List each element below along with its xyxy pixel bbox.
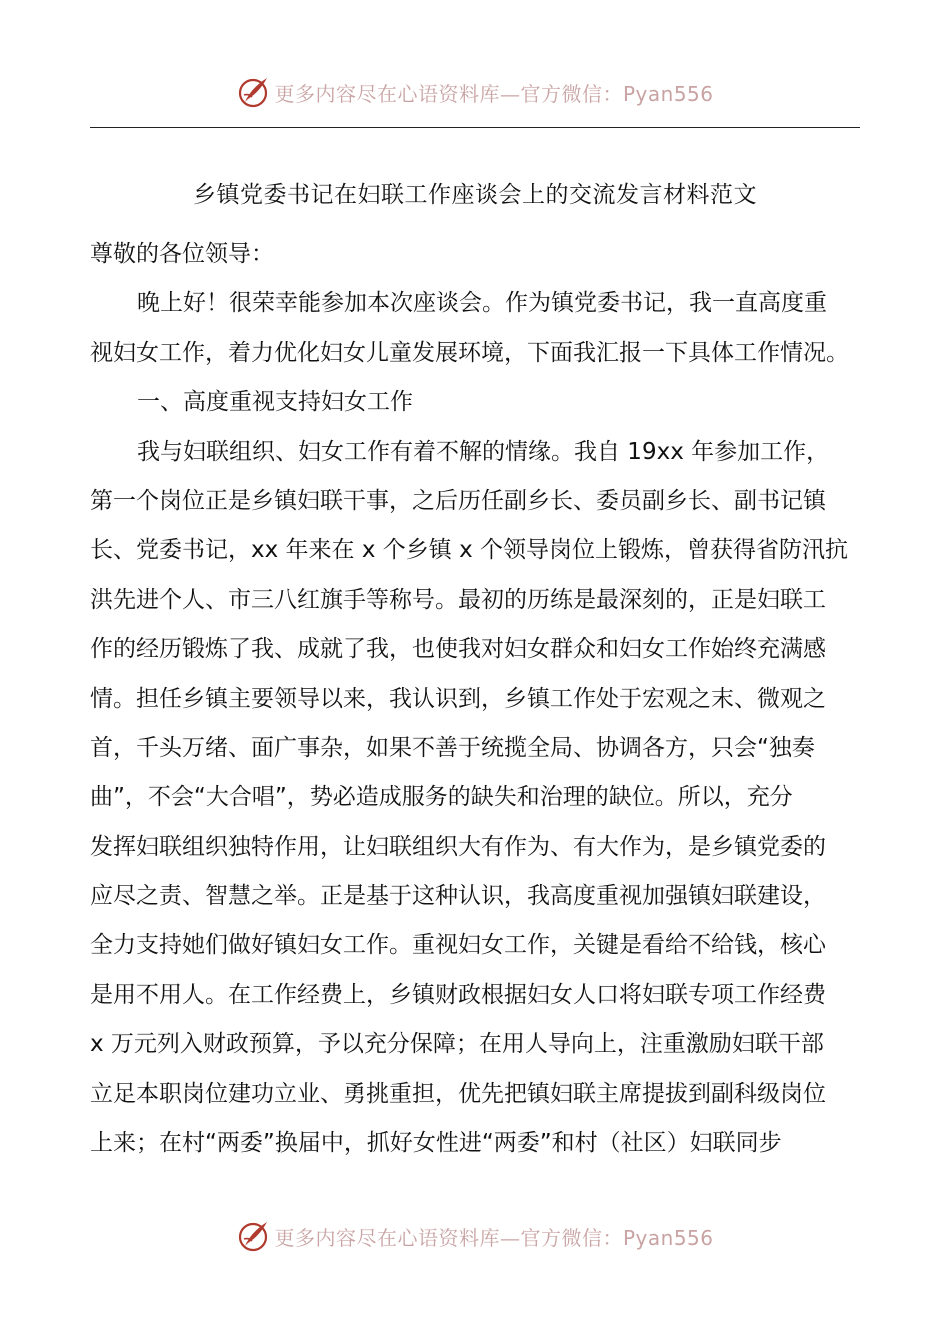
body-line: 晚上好！很荣幸能参加本次座谈会。作为镇党委书记，我一直高度重 <box>137 290 827 317</box>
body-line: 长、党委书记，xx 年来在 x 个乡镇 x 个领导岗位上锻炼，曾获得省防汛抗 <box>90 537 849 564</box>
header-wechat-id: Pyan556 <box>622 81 714 106</box>
body-line: 曲”，不会“大合唱”，势必造成服务的缺失和治理的缺位。所以，充分 <box>90 784 793 811</box>
footer-dash: — <box>499 1225 521 1250</box>
body-line: 立足本职岗位建功立业、勇挑重担，优先把镇妇联主席提拔到副科级岗位 <box>90 1080 826 1107</box>
header-wechat-label: 官方微信： <box>520 81 623 106</box>
footer-banner <box>0 1214 950 1258</box>
body-line: 第一个岗位正是乡镇妇联干事，之后历任副乡长、委员副乡长、副书记镇 <box>90 487 826 514</box>
document-title: 乡镇党委书记在妇联工作座谈会上的交流发言材料范文 <box>193 182 757 208</box>
section-heading: 一、高度重视支持妇女工作 <box>137 389 413 416</box>
header-watermark-text <box>274 78 713 107</box>
body-line: 洪先进个人、市三八红旗手等称号。最初的历练是最深刻的，正是妇联工 <box>90 586 826 613</box>
salutation-line: 尊敬的各位领导： <box>90 241 274 267</box>
body-line: 发挥妇联组织独特作用，让妇联组织大有作为、有大作为，是乡镇党委的 <box>90 833 826 860</box>
body-line: 是用不用人。在工作经费上，乡镇财政根据妇女人口将妇联专项工作经费 <box>90 981 826 1008</box>
body-line: 全力支持她们做好镇妇女工作。重视妇女工作，关键是看给不给钱，核心 <box>90 932 826 959</box>
quill-logo-icon <box>236 75 270 109</box>
header-dash: — <box>499 81 521 106</box>
body-line: 视妇女工作，着力优化妇女儿童发展环境，下面我汇报一下具体工作情况。 <box>90 339 849 366</box>
footer-wechat-id: Pyan556 <box>622 1225 714 1250</box>
header-site-text: 更多内容尽在心语资料库 <box>274 81 500 106</box>
quill-logo-icon <box>236 1219 270 1253</box>
body-line: 应尽之责、智慧之举。正是基于这种认识，我高度重视加强镇妇联建设， <box>90 883 826 910</box>
document-body <box>90 230 870 1168</box>
body-line: x 万元列入财政预算，予以充分保障；在用人导向上，注重激励妇联干部 <box>90 1031 824 1058</box>
footer-site-text: 更多内容尽在心语资料库 <box>274 1225 500 1250</box>
footer-wechat-label: 官方微信： <box>520 1225 623 1250</box>
header-banner <box>0 70 950 114</box>
header-rule <box>90 127 860 128</box>
footer-watermark-text <box>274 1222 713 1251</box>
body-line: 情。担任乡镇主要领导以来，我认识到，乡镇工作处于宏观之末、微观之 <box>90 685 826 712</box>
body-line: 我与妇联组织、妇女工作有着不解的情缘。我自 19xx 年参加工作， <box>137 438 830 465</box>
body-line: 作的经历锻炼了我、成就了我，也使我对妇女群众和妇女工作始终充满感 <box>90 636 826 663</box>
body-line: 上来；在村“两委”换届中，抓好女性进“两委”和村（社区）妇联同步 <box>90 1130 782 1157</box>
body-line: 首，千头万绪、面广事杂，如果不善于统揽全局、协调各方，只会“独奏 <box>90 734 815 761</box>
